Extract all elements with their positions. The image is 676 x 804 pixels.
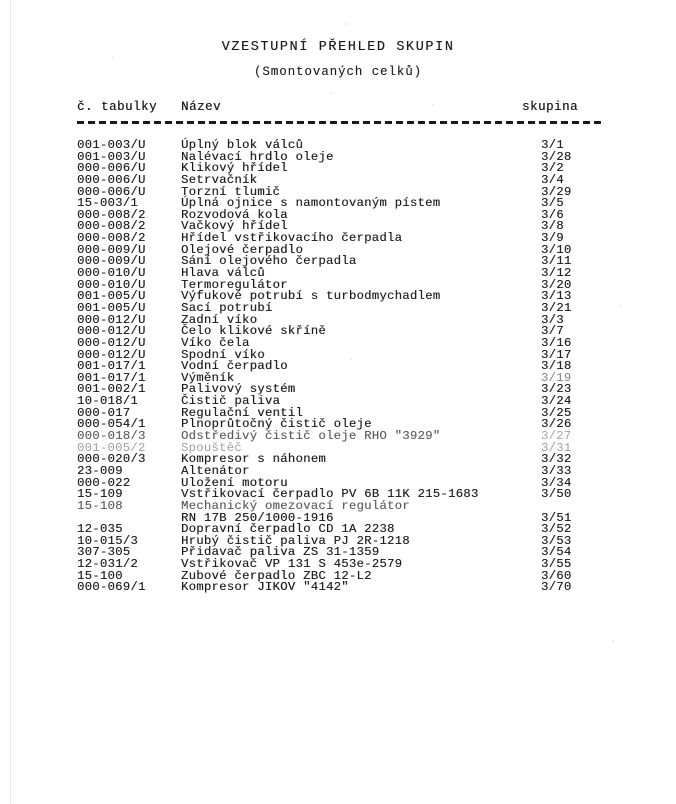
table-row [77, 406, 637, 418]
cell-group: 3/16 [541, 335, 572, 350]
cell-table-number: 000-012/U [77, 312, 146, 327]
cell-group: 3/34 [541, 475, 572, 490]
table-row [77, 348, 637, 360]
cell-group: 3/9 [541, 231, 564, 246]
cell-group: 3/54 [541, 545, 572, 560]
cell-table-number: 000-006/U [77, 184, 146, 199]
cell-name: Kompresor s náhonem [181, 452, 326, 467]
cell-table-number: 15-003/1 [77, 196, 139, 211]
cell-name: Rozvodová kola [181, 207, 288, 222]
cell-group: 3/52 [541, 522, 572, 537]
cell-name: Vstřikovací čerpadlo PV 6B 11K 215-1683 [181, 487, 479, 502]
cell-group: 3/10 [541, 242, 572, 257]
cell-table-number: 000-012/U [77, 335, 146, 350]
table-row [77, 371, 637, 383]
cell-table-number: 001-005/U [77, 289, 146, 304]
cell-table-number: 000-009/U [77, 242, 146, 257]
cell-name: Setrvačník [181, 172, 258, 187]
table-row [77, 545, 637, 560]
document-title-block [0, 40, 676, 79]
cell-group: 3/31 [541, 440, 572, 455]
table-body [77, 138, 637, 595]
cell-name: Spouštěč [181, 440, 243, 455]
cell-table-number: 23-009 [77, 463, 123, 478]
cell-group: 3/25 [541, 405, 572, 420]
cell-table-number: 001-005/U [77, 300, 146, 315]
table-row [77, 511, 637, 523]
table-row [77, 429, 637, 444]
cell-name: Zadní víko [181, 312, 258, 327]
cell-table-number: 001-017/1 [77, 370, 146, 385]
table-row [77, 185, 637, 197]
cell-name: RN 17B 250/1000-1916 [181, 510, 334, 525]
table-row [77, 138, 637, 150]
cell-group: 3/19 [541, 370, 572, 385]
table-row [77, 313, 637, 325]
table-row [77, 394, 637, 409]
table-row [77, 452, 637, 467]
cell-name: Úplný blok válců [181, 138, 304, 152]
cell-table-number: 000-010/U [77, 277, 146, 292]
cell-group: 3/29 [541, 184, 572, 199]
cell-name: Hrubý čistič paliva PJ 2R-1218 [181, 533, 410, 548]
groups-table [77, 100, 637, 595]
cell-table-number: 000-022 [77, 475, 131, 490]
cell-group: 3/21 [541, 300, 572, 315]
header-separator-rule [77, 121, 603, 124]
table-row [77, 266, 637, 281]
cell-name: Palivový systém [181, 382, 296, 397]
cell-table-number: 10-015/3 [77, 533, 139, 548]
cell-name: Výfukové potrubí s turbodmychadlem [181, 289, 441, 304]
cell-table-number: 000-017 [77, 405, 131, 420]
cell-name: Hlava válců [181, 266, 265, 281]
cell-name: Klikový hřídel [181, 161, 288, 176]
table-row [77, 243, 637, 255]
table-row [77, 499, 637, 511]
table-row [77, 382, 637, 397]
cell-group: 3/26 [541, 417, 572, 432]
cell-table-number: 000-012/U [77, 324, 146, 339]
cell-group: 3/20 [541, 277, 572, 292]
cell-group: 3/13 [541, 289, 572, 304]
cell-name: Vstřikovač VP 131 S 453e-2579 [181, 557, 403, 572]
cell-group: 3/4 [541, 172, 564, 187]
cell-table-number: 001-017/1 [77, 359, 146, 374]
cell-group: 3/51 [541, 510, 572, 525]
cell-name: Výměník [181, 370, 235, 385]
scan-edge-artifact [10, 0, 11, 804]
table-row [77, 464, 637, 476]
scan-speck [612, 640, 614, 642]
cell-table-number: 307-305 [77, 545, 131, 560]
table-row [77, 161, 637, 176]
scan-speck [330, 92, 332, 94]
table-row [77, 150, 637, 162]
table-row [77, 301, 637, 313]
cell-name: Kompresor JIKOV "4142" [181, 580, 349, 595]
table-row [77, 289, 637, 304]
cell-group: 3/23 [541, 382, 572, 397]
cell-table-number: 000-069/1 [77, 580, 146, 595]
table-row [77, 208, 637, 220]
cell-name: Hřídel vstřikovacího čerpadla [181, 231, 403, 246]
table-row [77, 231, 637, 246]
cell-table-number: 000-006/U [77, 161, 146, 176]
table-row [77, 557, 637, 572]
scan-speck [345, 23, 347, 25]
table-row [77, 441, 637, 453]
cell-name: Uložení motoru [181, 475, 288, 490]
table-header-row [77, 100, 637, 116]
table-row [77, 219, 637, 234]
cell-table-number: 000-012/U [77, 347, 146, 362]
cell-table-number: 15-100 [77, 568, 123, 583]
cell-table-number: 000-010/U [77, 266, 146, 281]
cell-group: 3/53 [541, 533, 572, 548]
cell-table-number: 001-005/2 [77, 440, 146, 455]
cell-table-number: 12-035 [77, 522, 123, 537]
cell-name: Čelo klikové skříně [181, 324, 326, 339]
cell-group: 3/6 [541, 207, 564, 222]
cell-group: 3/7 [541, 324, 564, 339]
cell-name: Vodní čerpadlo [181, 359, 288, 374]
cell-table-number: 000-008/2 [77, 219, 146, 234]
cell-name: Sací potrubí [181, 300, 273, 315]
cell-table-number: 000-009/U [77, 254, 146, 269]
cell-group: 3/55 [541, 557, 572, 572]
cell-name: Dopravní čerpadlo CD 1A 2238 [181, 522, 395, 537]
table-row [77, 417, 637, 432]
cell-group: 3/50 [541, 487, 572, 502]
cell-name: Čistič paliva [181, 394, 281, 409]
cell-table-number: 10-018/1 [77, 394, 139, 409]
cell-group: 3/33 [541, 463, 572, 478]
table-row [77, 254, 637, 269]
cell-name: Termoregulátor [181, 277, 288, 292]
page-title: VZESTUPNÍ PŘEHLED SKUPIN [221, 40, 455, 55]
cell-table-number: 000-020/3 [77, 452, 146, 467]
table-row [77, 522, 637, 537]
cell-group: 3/18 [541, 359, 572, 374]
cell-group: 3/2 [541, 161, 564, 176]
cell-name: Regulační ventil [181, 405, 304, 420]
cell-group: 3/27 [541, 429, 572, 444]
cell-table-number: 12-031/2 [77, 557, 139, 572]
cell-table-number: 000-018/3 [77, 429, 146, 444]
cell-name: Spodní víko [181, 347, 265, 362]
cell-group: 3/11 [541, 254, 572, 269]
column-header-table-number: č. tabulky [77, 100, 158, 114]
cell-group: 3/24 [541, 394, 572, 409]
cell-name: Nalévací hrdlo oleje [181, 149, 334, 164]
table-row [77, 569, 637, 581]
column-header-group: skupina [522, 100, 579, 114]
cell-group: 3/28 [541, 149, 572, 164]
cell-table-number: 000-008/2 [77, 207, 146, 222]
cell-name: Mechanický omezovací regulátor [181, 498, 410, 513]
table-row [77, 278, 637, 290]
cell-table-number: 000-006/U [77, 172, 146, 187]
cell-name: Altenátor [181, 463, 250, 478]
cell-group: 3/1 [541, 138, 564, 152]
table-row [77, 324, 637, 339]
cell-group: 3/70 [541, 580, 572, 595]
table-row [77, 359, 637, 374]
cell-name: Přidavač paliva ZS 31-1359 [181, 545, 380, 560]
table-row [77, 534, 637, 546]
cell-group: 3/60 [541, 568, 572, 583]
cell-group: 3/5 [541, 196, 564, 211]
cell-name: Víko čela [181, 335, 250, 350]
table-row [77, 476, 637, 488]
cell-table-number: 001-003/U [77, 138, 146, 152]
page-subtitle: (Smontovaných celků) [253, 65, 423, 79]
column-header-name: Název [181, 100, 222, 114]
table-row [77, 336, 637, 348]
cell-name: Torzní tlumič [181, 184, 281, 199]
cell-table-number: 001-002/1 [77, 382, 146, 397]
table-row [77, 173, 637, 185]
cell-group: 3/32 [541, 452, 572, 467]
cell-table-number: 001-003/U [77, 149, 146, 164]
cell-group: 3/17 [541, 347, 572, 362]
table-row [77, 487, 637, 502]
cell-name: Plnoprůtočný čistič oleje [181, 417, 372, 432]
cell-table-number: 000-008/2 [77, 231, 146, 246]
table-row [77, 580, 637, 595]
cell-name: Zubové čerpadlo ZBC 12-L2 [181, 568, 372, 583]
cell-name: Úplná ojnice s namontovaným pístem [181, 196, 441, 211]
cell-name: Odstředivý čistič oleje RHO "3929" [181, 429, 441, 444]
table-row [77, 196, 637, 211]
cell-name: Vačkový hřídel [181, 219, 288, 234]
cell-table-number: 15-108 [77, 498, 123, 513]
cell-group: 3/3 [541, 312, 564, 327]
cell-group: 3/12 [541, 266, 572, 281]
cell-name: Olejové čerpadlo [181, 242, 304, 257]
cell-table-number: 000-054/1 [77, 417, 146, 432]
cell-name: Sání olejového čerpadla [181, 254, 357, 269]
cell-table-number: 15-109 [77, 487, 123, 502]
cell-group: 3/8 [541, 219, 564, 234]
